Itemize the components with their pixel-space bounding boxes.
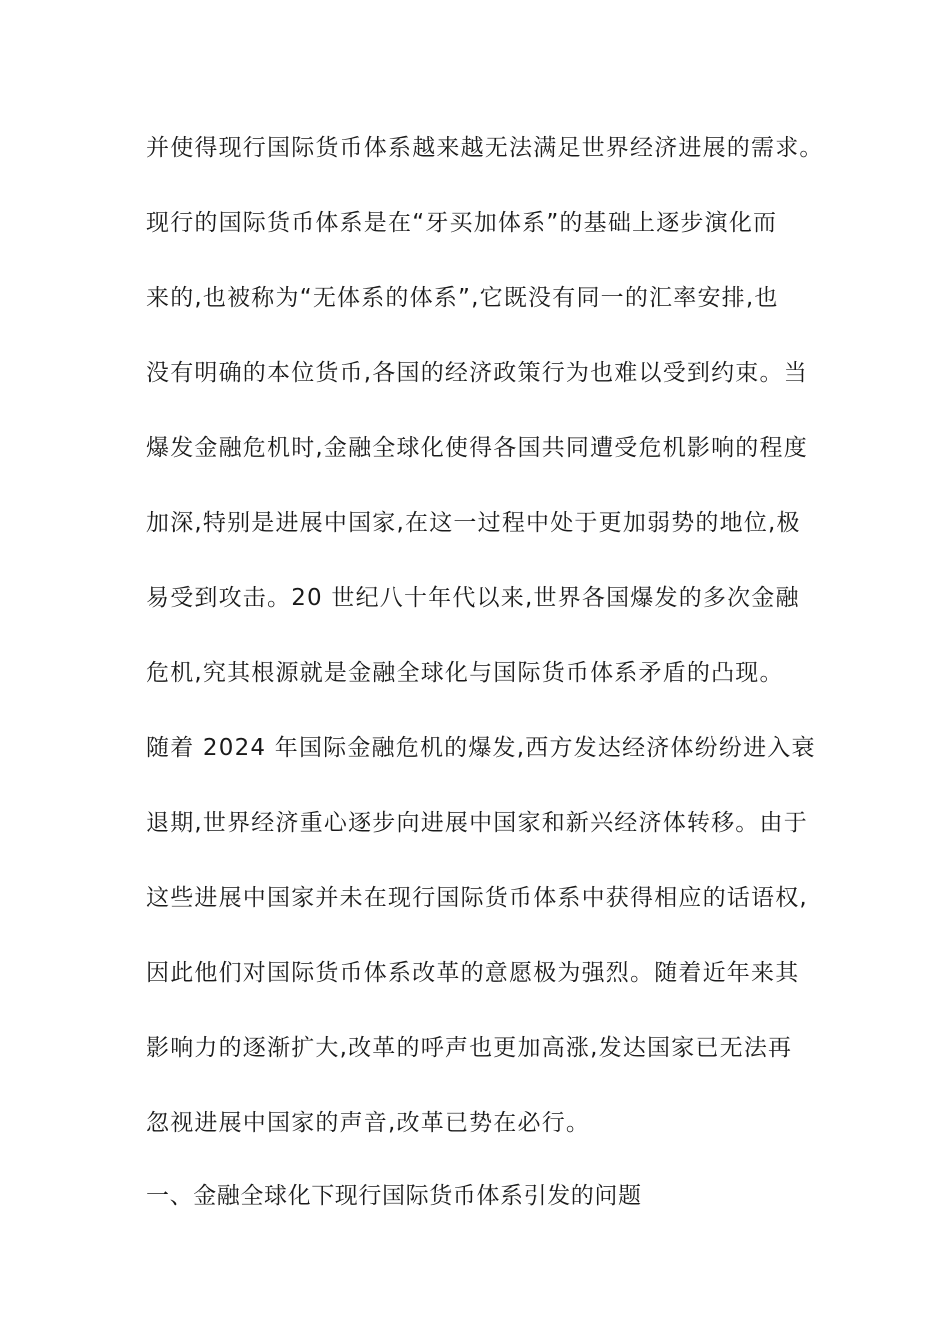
body-text-line: 影响力的逐渐扩大,改革的呼声也更加高涨,发达国家已无法再 xyxy=(146,1035,793,1061)
body-text-line: 这些进展中国家并未在现行国际货币体系中获得相应的话语权, xyxy=(146,885,808,911)
body-text-line: 没有明确的本位货币,各国的经济政策行为也难以受到约束。当 xyxy=(146,360,808,386)
section-heading: 一、金融全球化下现行国际货币体系引发的问题 xyxy=(146,1183,642,1209)
body-text-line: 随着 2024 年国际金融危机的爆发,西方发达经济体纷纷进入衰 xyxy=(146,735,816,761)
body-text-line: 加深,特别是进展中国家,在这一过程中处于更加弱势的地位,极 xyxy=(146,510,801,536)
body-text-line: 来的,也被称为“无体系的体系”,它既没有同一的汇率安排,也 xyxy=(146,285,779,311)
body-text-line: 现行的国际货币体系是在“牙买加体系”的基础上逐步演化而 xyxy=(146,210,778,236)
body-text-line: 并使得现行国际货币体系越来越无法满足世界经济进展的需求。 xyxy=(146,135,824,161)
body-text-line: 忽视进展中国家的声音,改革已势在必行。 xyxy=(146,1110,591,1136)
body-text-line: 危机,究其根源就是金融全球化与国际货币体系矛盾的凸现。 xyxy=(146,660,784,686)
body-text-line: 爆发金融危机时,金融全球化使得各国共同遭受危机影响的程度 xyxy=(146,435,808,461)
body-text-line: 因此他们对国际货币体系改革的意愿极为强烈。随着近年来其 xyxy=(146,960,800,986)
body-text-line: 易受到攻击。20 世纪八十年代以来,世界各国爆发的多次金融 xyxy=(146,585,800,611)
body-text-line: 退期,世界经济重心逐步向进展中国家和新兴经济体转移。由于 xyxy=(146,810,808,836)
